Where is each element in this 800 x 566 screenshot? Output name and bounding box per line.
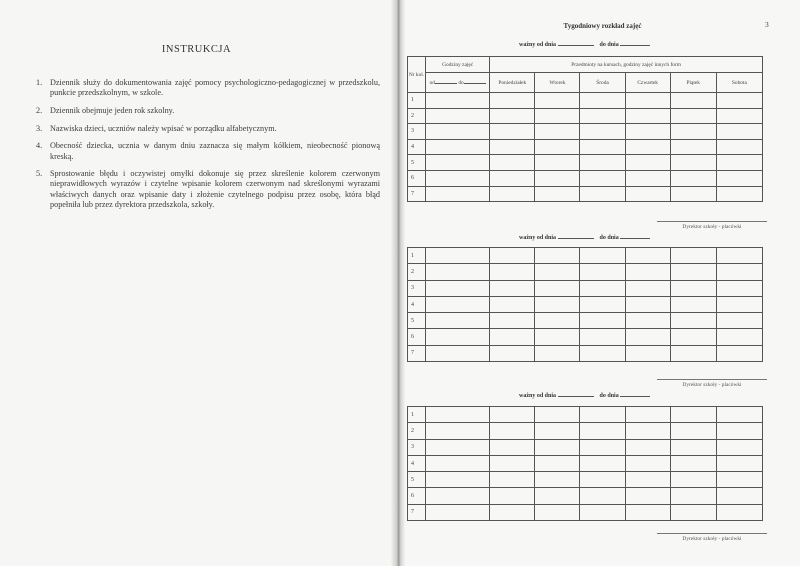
schedule-cell[interactable] <box>535 264 580 280</box>
schedule-cell[interactable] <box>535 313 580 329</box>
schedule-cell[interactable] <box>670 423 716 439</box>
row-number: 4 <box>408 296 426 312</box>
row-number: 5 <box>408 313 426 329</box>
schedule-cell[interactable] <box>625 248 670 264</box>
row-number: 6 <box>408 170 426 186</box>
row-number: 2 <box>408 264 426 280</box>
schedule-cell[interactable] <box>716 170 762 186</box>
valid-to-label: do dnia <box>599 42 619 48</box>
schedule-cell[interactable] <box>580 407 625 423</box>
schedule-cell[interactable] <box>670 488 716 504</box>
table-row <box>408 155 763 171</box>
subjects-header: Przedmioty na kursach, godziny zajęć innych form <box>490 57 763 73</box>
schedule-cell[interactable] <box>716 504 762 520</box>
schedule-cell[interactable] <box>535 155 580 171</box>
schedule-cell[interactable] <box>490 186 535 202</box>
schedule-cell[interactable] <box>670 186 716 202</box>
valid-from-field[interactable] <box>558 238 594 239</box>
schedule-cell[interactable] <box>490 170 535 186</box>
valid-to-field[interactable] <box>620 238 650 239</box>
schedule-cell[interactable] <box>670 155 716 171</box>
schedule-cell[interactable] <box>716 488 762 504</box>
schedule-cell[interactable] <box>670 170 716 186</box>
director-signature: Dyrektor szkoły - placówki <box>657 533 767 542</box>
schedule-cell[interactable] <box>670 108 716 124</box>
schedule-cell[interactable] <box>490 472 535 488</box>
schedule-cell[interactable] <box>535 124 580 140</box>
table-row <box>408 345 763 361</box>
day-header: Czwartek <box>625 73 670 93</box>
schedule-cell[interactable] <box>490 264 535 280</box>
schedule-cell[interactable] <box>670 329 716 345</box>
schedule-table <box>407 56 763 202</box>
row-number: 2 <box>408 108 426 124</box>
schedule-cell[interactable] <box>580 186 625 202</box>
day-header: Sobota <box>716 73 762 93</box>
schedule-cell[interactable] <box>716 329 762 345</box>
schedule-cell[interactable] <box>625 472 670 488</box>
schedule-cell[interactable] <box>716 264 762 280</box>
schedule-cell[interactable] <box>670 296 716 312</box>
nr-kol-header: Nr kol. <box>408 57 426 93</box>
schedule-cell[interactable] <box>426 329 490 345</box>
instruction-number: 1. <box>36 78 43 87</box>
schedule-cell[interactable] <box>580 93 625 109</box>
schedule-cell[interactable] <box>625 504 670 520</box>
instructions-list <box>30 78 380 218</box>
schedule-cell[interactable] <box>426 313 490 329</box>
instruction-item <box>30 169 380 210</box>
row-number: 2 <box>408 423 426 439</box>
instruction-number: 3. <box>36 123 43 133</box>
row-number: 3 <box>408 280 426 296</box>
schedule-cell[interactable] <box>426 186 490 202</box>
schedule-cell[interactable] <box>490 439 535 455</box>
schedule-cell[interactable] <box>490 296 535 312</box>
schedule-cell[interactable] <box>535 329 580 345</box>
director-signature: Dyrektor szkoły - placówki <box>657 379 767 388</box>
schedule-cell[interactable] <box>535 108 580 124</box>
schedule-cell[interactable] <box>490 124 535 140</box>
table-row <box>408 455 763 471</box>
validity-line <box>519 393 650 399</box>
schedule-cell[interactable] <box>490 139 535 155</box>
schedule-cell[interactable] <box>580 108 625 124</box>
schedule-cell[interactable] <box>580 248 625 264</box>
schedule-cell[interactable] <box>625 186 670 202</box>
book-gutter <box>391 0 405 566</box>
schedule-cell[interactable] <box>490 345 535 361</box>
schedule-cell[interactable] <box>670 313 716 329</box>
instruction-number: 2. <box>36 105 43 115</box>
schedule-cell[interactable] <box>670 93 716 109</box>
schedule-cell[interactable] <box>535 186 580 202</box>
schedule-cell[interactable] <box>426 248 490 264</box>
day-header: Poniedziałek <box>490 73 535 93</box>
table-row <box>408 139 763 155</box>
schedule-cell[interactable] <box>426 439 490 455</box>
schedule-cell[interactable] <box>426 345 490 361</box>
schedule-cell[interactable] <box>580 264 625 280</box>
hours-from-label: od <box>429 79 435 86</box>
instruction-number: 4. <box>36 141 43 151</box>
table-row <box>408 264 763 280</box>
schedule-cell[interactable] <box>716 280 762 296</box>
instruction-text: Dziennik służy do dokumentowania zajęć pomocy psychologiczno-pedagogicznej w przedszkolu, punkcie przedszkolnym, w szkole. <box>50 78 380 98</box>
schedule-cell[interactable] <box>670 248 716 264</box>
schedule-cell[interactable] <box>580 124 625 140</box>
schedule-cell[interactable] <box>580 329 625 345</box>
schedule-cell[interactable] <box>670 472 716 488</box>
table-row <box>408 296 763 312</box>
table-row <box>408 313 763 329</box>
instruction-text: Sprostowanie błędu i oczywistej omyłki dokonuje się przez skreślenie kolorem czerwonym nieprawidłowych wyrazów i czytelne wpisanie kolorem czerwonym nad skreślonymi wyrazami właściwych danych oraz wpisanie daty i złożenie czytelnego podpisu przez osobę, która błąd popełniła lub przez dyrektora przedszkola, szkoły. <box>50 169 380 209</box>
valid-from-field[interactable] <box>558 396 594 397</box>
hours-to-label: do <box>458 79 464 86</box>
schedule-cell[interactable] <box>625 170 670 186</box>
schedule-cell[interactable] <box>625 139 670 155</box>
schedule-cell[interactable] <box>426 108 490 124</box>
schedule-cell[interactable] <box>426 472 490 488</box>
valid-from-label: ważny od dnia <box>519 393 557 399</box>
row-number: 1 <box>408 407 426 423</box>
day-header: Środa <box>580 73 625 93</box>
schedule-cell[interactable] <box>490 329 535 345</box>
schedule-cell[interactable] <box>580 313 625 329</box>
schedule-cell[interactable] <box>490 407 535 423</box>
instruction-item <box>30 78 380 98</box>
valid-to-label: do dnia <box>599 393 619 399</box>
row-number: 3 <box>408 124 426 140</box>
schedule-cell[interactable] <box>625 264 670 280</box>
row-number: 1 <box>408 93 426 109</box>
row-number: 7 <box>408 186 426 202</box>
schedule-cell[interactable] <box>625 124 670 140</box>
schedule-cell[interactable] <box>490 423 535 439</box>
schedule-cell[interactable] <box>535 488 580 504</box>
schedule-cell[interactable] <box>625 313 670 329</box>
schedule-cell[interactable] <box>670 124 716 140</box>
schedule-cell[interactable] <box>426 280 490 296</box>
schedule-cell[interactable] <box>426 264 490 280</box>
schedule-cell[interactable] <box>716 313 762 329</box>
table-row <box>408 170 763 186</box>
schedule-cell[interactable] <box>535 455 580 471</box>
schedule-cell[interactable] <box>426 504 490 520</box>
schedule-table <box>407 247 763 362</box>
schedule-cell[interactable] <box>716 345 762 361</box>
day-header: Wtorek <box>535 73 580 93</box>
instruction-text: Obecność dziecka, ucznia w danym dniu zaznacza się małym kółkiem, nieobecność pionową kreską. <box>50 141 380 161</box>
schedule-title: Tygodniowy rozkład zajęć <box>563 22 642 30</box>
schedule-cell[interactable] <box>580 345 625 361</box>
schedule-cell[interactable] <box>716 93 762 109</box>
schedule-cell[interactable] <box>580 488 625 504</box>
schedule-cell[interactable] <box>625 345 670 361</box>
schedule-cell[interactable] <box>580 455 625 471</box>
row-number: 6 <box>408 488 426 504</box>
schedule-cell[interactable] <box>625 280 670 296</box>
schedule-cell[interactable] <box>580 155 625 171</box>
schedule-cell[interactable] <box>716 407 762 423</box>
schedule-cell[interactable] <box>716 186 762 202</box>
schedule-cell[interactable] <box>426 488 490 504</box>
schedule-cell[interactable] <box>535 248 580 264</box>
schedule-cell[interactable] <box>426 423 490 439</box>
schedule-cell[interactable] <box>535 407 580 423</box>
schedule-cell[interactable] <box>426 139 490 155</box>
valid-from-label: ważny od dnia <box>519 42 557 48</box>
schedule-cell[interactable] <box>426 455 490 471</box>
schedule-cell[interactable] <box>490 455 535 471</box>
schedule-cell[interactable] <box>716 455 762 471</box>
schedule-cell[interactable] <box>535 170 580 186</box>
table-row <box>408 186 763 202</box>
schedule-cell[interactable] <box>580 423 625 439</box>
schedule-cell[interactable] <box>426 407 490 423</box>
day-header: Piątek <box>670 73 716 93</box>
schedule-cell[interactable] <box>716 439 762 455</box>
instruction-number: 5. <box>36 169 43 179</box>
schedule-cell[interactable] <box>490 108 535 124</box>
schedule-cell[interactable] <box>535 472 580 488</box>
schedule-cell[interactable] <box>716 423 762 439</box>
schedule-cell[interactable] <box>580 472 625 488</box>
instruction-item <box>30 141 380 161</box>
schedule-cell[interactable] <box>670 407 716 423</box>
schedule-cell[interactable] <box>670 345 716 361</box>
schedule-cell[interactable] <box>625 93 670 109</box>
row-number: 1 <box>408 248 426 264</box>
schedule-cell[interactable] <box>625 455 670 471</box>
table-row <box>408 423 763 439</box>
schedule-cell[interactable] <box>535 439 580 455</box>
valid-to-label: do dnia <box>599 235 619 241</box>
schedule-cell[interactable] <box>580 170 625 186</box>
schedule-cell[interactable] <box>580 296 625 312</box>
schedule-cell[interactable] <box>535 423 580 439</box>
schedule-cell[interactable] <box>625 439 670 455</box>
instruction-item <box>30 106 380 116</box>
validity-line <box>519 235 650 241</box>
schedule-cell[interactable] <box>716 296 762 312</box>
valid-from-label: ważny od dnia <box>519 235 557 241</box>
schedule-cell[interactable] <box>625 155 670 171</box>
schedule-cell[interactable] <box>580 139 625 155</box>
instruction-item <box>30 124 380 134</box>
schedule-cell[interactable] <box>535 296 580 312</box>
table-row <box>408 439 763 455</box>
table-row <box>408 488 763 504</box>
schedule-cell[interactable] <box>716 155 762 171</box>
schedule-cell[interactable] <box>670 280 716 296</box>
schedule-cell[interactable] <box>490 313 535 329</box>
schedule-cell[interactable] <box>490 504 535 520</box>
schedule-table <box>407 406 763 521</box>
instruction-text: Nazwiska dzieci, uczniów należy wpisać w porządku alfabetycznym. <box>50 123 277 133</box>
instruction-text: Dziennik obejmuje jeden rok szkolny. <box>50 105 175 115</box>
hours-from-to-header <box>426 73 490 93</box>
row-number: 3 <box>408 439 426 455</box>
table-row <box>408 280 763 296</box>
row-number: 4 <box>408 139 426 155</box>
schedule-cell[interactable] <box>490 248 535 264</box>
table-row <box>408 124 763 140</box>
schedule-cell[interactable] <box>426 170 490 186</box>
schedule-cell[interactable] <box>625 423 670 439</box>
schedule-cell[interactable] <box>625 329 670 345</box>
schedule-cell[interactable] <box>535 345 580 361</box>
schedule-cell[interactable] <box>716 248 762 264</box>
schedule-cell[interactable] <box>670 439 716 455</box>
schedule-cell[interactable] <box>670 139 716 155</box>
schedule-cell[interactable] <box>535 504 580 520</box>
schedule-cell[interactable] <box>535 280 580 296</box>
table-row <box>408 248 763 264</box>
row-number: 7 <box>408 504 426 520</box>
valid-to-field[interactable] <box>620 45 650 46</box>
schedule-cell[interactable] <box>670 504 716 520</box>
schedule-cell[interactable] <box>535 139 580 155</box>
row-number: 5 <box>408 155 426 171</box>
table-row <box>408 93 763 109</box>
schedule-cell[interactable] <box>670 264 716 280</box>
director-signature: Dyrektor szkoły - placówki <box>657 221 767 230</box>
schedule-cell[interactable] <box>670 455 716 471</box>
instructions-title: INSTRUKCJA <box>161 44 232 55</box>
schedule-cell[interactable] <box>426 124 490 140</box>
schedule-cell[interactable] <box>426 155 490 171</box>
schedule-cell[interactable] <box>580 280 625 296</box>
schedule-cell[interactable] <box>426 296 490 312</box>
row-number: 6 <box>408 329 426 345</box>
schedule-cell[interactable] <box>716 108 762 124</box>
schedule-cell[interactable] <box>535 93 580 109</box>
schedule-cell[interactable] <box>716 139 762 155</box>
schedule-cell[interactable] <box>625 407 670 423</box>
page-number: 3 <box>765 20 769 29</box>
valid-from-field[interactable] <box>558 45 594 46</box>
schedule-cell[interactable] <box>490 155 535 171</box>
schedule-cell[interactable] <box>625 296 670 312</box>
table-row <box>408 472 763 488</box>
schedule-cell[interactable] <box>426 93 490 109</box>
table-row <box>408 108 763 124</box>
row-number: 4 <box>408 455 426 471</box>
table-row <box>408 504 763 520</box>
schedule-cell[interactable] <box>580 504 625 520</box>
valid-to-field[interactable] <box>620 396 650 397</box>
schedule-cell[interactable] <box>580 439 625 455</box>
hours-header: Godziny zajęć <box>426 57 490 73</box>
row-number: 5 <box>408 472 426 488</box>
table-row <box>408 407 763 423</box>
validity-line <box>519 42 650 48</box>
schedule-cell[interactable] <box>490 93 535 109</box>
table-row <box>408 329 763 345</box>
schedule-cell[interactable] <box>490 488 535 504</box>
schedule-cell[interactable] <box>716 124 762 140</box>
schedule-cell[interactable] <box>716 472 762 488</box>
schedule-cell[interactable] <box>625 108 670 124</box>
row-number: 7 <box>408 345 426 361</box>
schedule-cell[interactable] <box>625 488 670 504</box>
schedule-cell[interactable] <box>490 280 535 296</box>
